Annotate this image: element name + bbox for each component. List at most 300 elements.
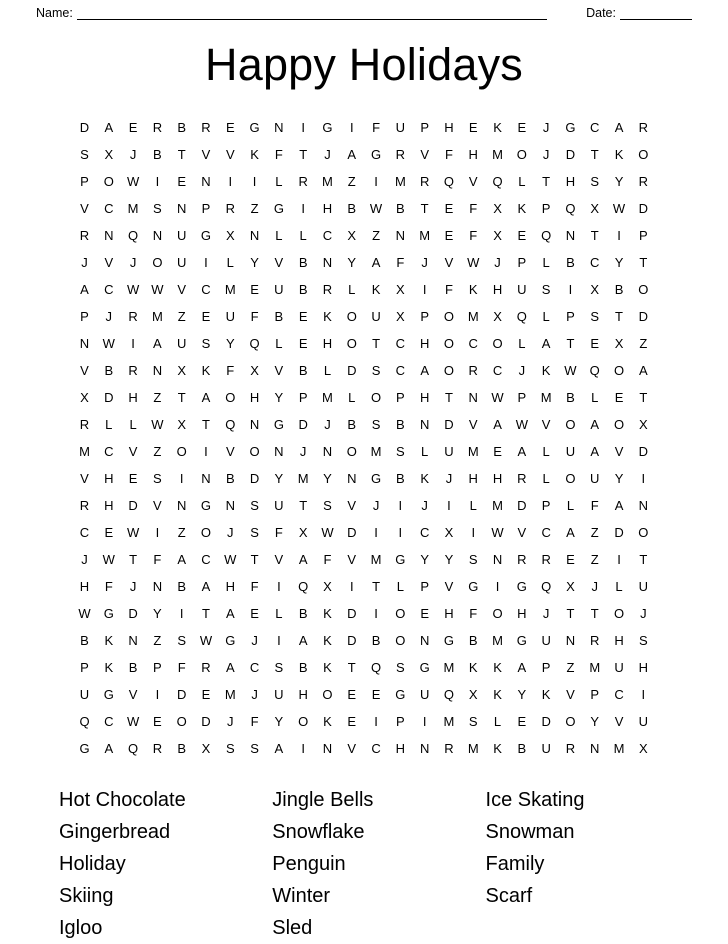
- grid-cell[interactable]: S: [250, 497, 259, 513]
- grid-cell[interactable]: W: [321, 524, 334, 540]
- grid-cell[interactable]: B: [177, 578, 187, 594]
- grid-cell[interactable]: F: [469, 200, 478, 216]
- grid-cell[interactable]: M: [492, 632, 503, 648]
- grid-cell[interactable]: M: [443, 659, 455, 675]
- grid-cell[interactable]: J: [227, 524, 234, 540]
- grid-cell[interactable]: U: [565, 443, 576, 459]
- grid-cell[interactable]: M: [394, 173, 406, 189]
- grid-cell[interactable]: N: [152, 578, 163, 594]
- grid-cell[interactable]: T: [590, 146, 599, 162]
- grid-cell[interactable]: W: [612, 200, 626, 216]
- grid-cell[interactable]: P: [566, 308, 575, 324]
- grid-cell[interactable]: N: [565, 632, 576, 648]
- grid-cell[interactable]: E: [298, 335, 308, 351]
- grid-cell[interactable]: C: [541, 524, 551, 540]
- grid-cell[interactable]: J: [421, 497, 428, 513]
- grid-cell[interactable]: P: [153, 659, 162, 675]
- grid-cell[interactable]: B: [396, 416, 405, 432]
- grid-cell[interactable]: V: [177, 281, 187, 297]
- grid-cell[interactable]: O: [346, 443, 357, 459]
- grid-cell[interactable]: I: [422, 713, 427, 729]
- grid-cell[interactable]: O: [443, 308, 455, 324]
- grid-cell[interactable]: P: [201, 200, 211, 216]
- grid-cell[interactable]: T: [639, 389, 648, 405]
- grid-cell[interactable]: L: [348, 389, 356, 405]
- grid-cell[interactable]: J: [421, 254, 428, 270]
- grid-cell[interactable]: G: [516, 632, 527, 648]
- grid-cell[interactable]: E: [225, 119, 235, 135]
- grid-cell[interactable]: B: [298, 362, 308, 378]
- grid-cell[interactable]: A: [614, 497, 624, 513]
- grid-cell[interactable]: J: [251, 632, 258, 648]
- grid-cell[interactable]: E: [201, 308, 211, 324]
- grid-cell[interactable]: O: [225, 389, 236, 405]
- grid-cell[interactable]: V: [80, 470, 89, 486]
- date-write-line[interactable]: [620, 8, 692, 20]
- grid-cell[interactable]: H: [249, 389, 260, 405]
- grid-cell[interactable]: O: [613, 605, 625, 621]
- grid-cell[interactable]: F: [590, 497, 599, 513]
- grid-cell[interactable]: N: [249, 416, 260, 432]
- grid-cell[interactable]: Z: [177, 308, 186, 324]
- grid-cell[interactable]: T: [177, 146, 186, 162]
- grid-cell[interactable]: I: [349, 578, 354, 594]
- grid-cell[interactable]: V: [80, 200, 89, 216]
- grid-cell[interactable]: Y: [420, 551, 429, 567]
- grid-cell[interactable]: D: [541, 713, 551, 729]
- grid-cell[interactable]: E: [177, 173, 187, 189]
- grid-cell[interactable]: I: [301, 119, 305, 135]
- grid-cell[interactable]: D: [614, 524, 624, 540]
- grid-cell[interactable]: X: [177, 362, 187, 378]
- grid-cell[interactable]: W: [126, 281, 140, 297]
- grid-cell[interactable]: M: [492, 497, 503, 513]
- grid-cell[interactable]: E: [590, 335, 600, 351]
- grid-cell[interactable]: G: [395, 686, 406, 702]
- grid-cell[interactable]: A: [590, 416, 600, 432]
- word-list-item[interactable]: Ice Skating: [485, 789, 585, 811]
- grid-cell[interactable]: N: [590, 740, 600, 756]
- grid-cell[interactable]: O: [516, 146, 527, 162]
- grid-cell[interactable]: S: [396, 659, 405, 675]
- grid-cell[interactable]: L: [469, 497, 477, 513]
- grid-cell[interactable]: P: [541, 659, 551, 675]
- grid-cell[interactable]: A: [201, 578, 211, 594]
- grid-cell[interactable]: I: [398, 524, 403, 540]
- grid-cell[interactable]: P: [517, 389, 527, 405]
- grid-cell[interactable]: P: [517, 254, 527, 270]
- grid-cell[interactable]: R: [79, 497, 90, 513]
- grid-cell[interactable]: Y: [614, 173, 624, 189]
- grid-cell[interactable]: V: [104, 254, 114, 270]
- grid-cell[interactable]: F: [372, 119, 381, 135]
- grid-cell[interactable]: H: [492, 281, 503, 297]
- grid-cell[interactable]: A: [177, 551, 187, 567]
- grid-cell[interactable]: W: [224, 551, 237, 567]
- grid-cell[interactable]: R: [541, 551, 551, 567]
- grid-cell[interactable]: V: [566, 686, 575, 702]
- grid-cell[interactable]: Y: [614, 254, 624, 270]
- grid-cell[interactable]: H: [79, 578, 90, 594]
- grid-cell[interactable]: D: [638, 200, 649, 216]
- grid-cell[interactable]: J: [445, 470, 453, 486]
- grid-cell[interactable]: W: [491, 524, 504, 540]
- grid-cell[interactable]: D: [638, 308, 649, 324]
- grid-cell[interactable]: L: [275, 173, 283, 189]
- grid-cell[interactable]: Q: [225, 416, 236, 432]
- grid-cell[interactable]: B: [298, 659, 308, 675]
- grid-cell[interactable]: P: [80, 659, 89, 675]
- grid-cell[interactable]: U: [541, 740, 551, 756]
- grid-cell[interactable]: J: [251, 686, 258, 702]
- grid-cell[interactable]: R: [565, 740, 576, 756]
- word-list-item[interactable]: Skiing: [59, 885, 114, 907]
- grid-cell[interactable]: S: [177, 632, 187, 648]
- grid-cell[interactable]: L: [518, 173, 526, 189]
- grid-cell[interactable]: N: [419, 632, 430, 648]
- grid-cell[interactable]: I: [617, 227, 621, 243]
- grid-cell[interactable]: A: [517, 443, 527, 459]
- grid-cell[interactable]: N: [274, 443, 284, 459]
- grid-cell[interactable]: R: [201, 659, 211, 675]
- grid-cell[interactable]: O: [249, 443, 260, 459]
- grid-cell[interactable]: D: [444, 416, 454, 432]
- grid-cell[interactable]: Y: [250, 254, 259, 270]
- grid-cell[interactable]: P: [420, 578, 429, 594]
- grid-cell[interactable]: E: [201, 686, 211, 702]
- grid-cell[interactable]: I: [155, 173, 160, 189]
- grid-cell[interactable]: W: [78, 605, 91, 621]
- grid-cell[interactable]: Q: [541, 578, 552, 594]
- grid-cell[interactable]: G: [516, 578, 527, 594]
- grid-cell[interactable]: A: [153, 335, 162, 351]
- grid-cell[interactable]: R: [79, 416, 90, 432]
- grid-cell[interactable]: O: [103, 173, 114, 189]
- grid-cell[interactable]: Y: [517, 686, 527, 702]
- grid-cell[interactable]: V: [444, 578, 454, 594]
- grid-cell[interactable]: I: [301, 200, 305, 216]
- grid-cell[interactable]: A: [274, 740, 284, 756]
- grid-cell[interactable]: O: [613, 416, 625, 432]
- grid-cell[interactable]: R: [225, 200, 235, 216]
- grid-cell[interactable]: F: [250, 308, 259, 324]
- grid-cell[interactable]: I: [374, 605, 378, 621]
- grid-cell[interactable]: Z: [153, 443, 162, 459]
- grid-cell[interactable]: R: [517, 470, 527, 486]
- grid-cell[interactable]: J: [542, 605, 550, 621]
- grid-cell[interactable]: H: [395, 740, 406, 756]
- grid-cell[interactable]: L: [542, 470, 550, 486]
- grid-cell[interactable]: X: [396, 308, 405, 324]
- grid-cell[interactable]: L: [275, 227, 283, 243]
- grid-cell[interactable]: I: [568, 281, 573, 297]
- grid-cell[interactable]: M: [224, 686, 236, 702]
- grid-cell[interactable]: W: [467, 254, 480, 270]
- grid-cell[interactable]: V: [541, 416, 551, 432]
- grid-cell[interactable]: G: [273, 200, 284, 216]
- grid-cell[interactable]: P: [80, 308, 89, 324]
- grid-cell[interactable]: Z: [639, 335, 648, 351]
- grid-cell[interactable]: C: [249, 659, 260, 675]
- grid-cell[interactable]: I: [447, 497, 451, 513]
- grid-cell[interactable]: F: [177, 659, 186, 675]
- name-write-line[interactable]: [77, 8, 547, 20]
- grid-cell[interactable]: F: [226, 362, 235, 378]
- grid-cell[interactable]: Y: [153, 605, 162, 621]
- grid-cell[interactable]: B: [153, 146, 162, 162]
- grid-cell[interactable]: B: [396, 200, 405, 216]
- grid-cell[interactable]: I: [179, 605, 184, 621]
- grid-cell[interactable]: P: [298, 389, 308, 405]
- grid-cell[interactable]: D: [176, 686, 187, 702]
- grid-cell[interactable]: O: [346, 308, 357, 324]
- grid-cell[interactable]: T: [299, 497, 308, 513]
- grid-cell[interactable]: H: [419, 389, 430, 405]
- grid-cell[interactable]: L: [542, 254, 550, 270]
- grid-cell[interactable]: H: [322, 335, 333, 351]
- grid-cell[interactable]: D: [249, 470, 260, 486]
- grid-cell[interactable]: D: [565, 146, 576, 162]
- grid-cell[interactable]: H: [419, 335, 430, 351]
- grid-cell[interactable]: B: [225, 470, 235, 486]
- grid-cell[interactable]: I: [641, 470, 646, 486]
- grid-cell[interactable]: X: [177, 416, 187, 432]
- grid-cell[interactable]: V: [468, 416, 478, 432]
- grid-cell[interactable]: T: [444, 389, 453, 405]
- grid-cell[interactable]: O: [395, 632, 406, 648]
- grid-cell[interactable]: N: [249, 227, 260, 243]
- grid-cell[interactable]: N: [128, 632, 138, 648]
- grid-cell[interactable]: T: [566, 605, 575, 621]
- grid-cell[interactable]: X: [80, 389, 89, 405]
- grid-cell[interactable]: P: [396, 389, 405, 405]
- grid-cell[interactable]: C: [590, 119, 600, 135]
- grid-cell[interactable]: X: [493, 200, 502, 216]
- grid-cell[interactable]: U: [638, 713, 649, 729]
- grid-cell[interactable]: U: [444, 443, 454, 459]
- grid-cell[interactable]: V: [614, 713, 624, 729]
- word-list-item[interactable]: Winter: [272, 885, 331, 907]
- grid-cell[interactable]: I: [349, 119, 354, 135]
- grid-cell[interactable]: N: [201, 173, 211, 189]
- grid-cell[interactable]: B: [298, 281, 308, 297]
- grid-cell[interactable]: D: [104, 389, 114, 405]
- grid-cell[interactable]: I: [617, 551, 621, 567]
- word-list-item[interactable]: Penguin: [272, 853, 346, 875]
- grid-cell[interactable]: K: [250, 146, 259, 162]
- word-list-item[interactable]: Scarf: [485, 885, 533, 907]
- grid-cell[interactable]: B: [128, 659, 138, 675]
- grid-cell[interactable]: L: [275, 335, 283, 351]
- grid-cell[interactable]: V: [614, 443, 624, 459]
- grid-cell[interactable]: X: [104, 146, 114, 162]
- grid-cell[interactable]: G: [79, 740, 90, 756]
- grid-cell[interactable]: W: [515, 416, 528, 432]
- grid-cell[interactable]: K: [371, 281, 381, 297]
- grid-cell[interactable]: J: [81, 254, 88, 270]
- grid-cell[interactable]: M: [151, 308, 163, 324]
- grid-cell[interactable]: P: [420, 308, 429, 324]
- grid-cell[interactable]: B: [371, 632, 381, 648]
- grid-cell[interactable]: G: [395, 551, 406, 567]
- grid-cell[interactable]: E: [250, 605, 259, 621]
- grid-cell[interactable]: E: [614, 389, 624, 405]
- grid-cell[interactable]: R: [590, 632, 600, 648]
- grid-cell[interactable]: L: [542, 308, 550, 324]
- grid-cell[interactable]: W: [102, 335, 115, 351]
- grid-cell[interactable]: K: [420, 470, 429, 486]
- grid-cell[interactable]: E: [444, 227, 454, 243]
- grid-cell[interactable]: A: [104, 740, 114, 756]
- grid-cell[interactable]: E: [104, 524, 114, 540]
- grid-cell[interactable]: A: [225, 605, 235, 621]
- grid-cell[interactable]: O: [176, 713, 187, 729]
- grid-cell[interactable]: S: [250, 524, 259, 540]
- grid-cell[interactable]: C: [395, 335, 406, 351]
- grid-cell[interactable]: H: [444, 119, 454, 135]
- grid-cell[interactable]: J: [542, 146, 550, 162]
- grid-cell[interactable]: V: [347, 551, 357, 567]
- grid-cell[interactable]: W: [151, 281, 164, 297]
- grid-cell[interactable]: N: [104, 227, 114, 243]
- grid-cell[interactable]: E: [420, 605, 429, 621]
- grid-cell[interactable]: H: [614, 632, 624, 648]
- grid-cell[interactable]: V: [274, 551, 284, 567]
- grid-cell[interactable]: A: [298, 632, 308, 648]
- grid-cell[interactable]: D: [201, 713, 211, 729]
- grid-cell[interactable]: S: [541, 281, 551, 297]
- grid-cell[interactable]: T: [420, 200, 429, 216]
- grid-cell[interactable]: A: [80, 281, 89, 297]
- grid-cell[interactable]: I: [155, 524, 160, 540]
- grid-cell[interactable]: Z: [590, 551, 599, 567]
- grid-cell[interactable]: B: [396, 470, 405, 486]
- grid-cell[interactable]: U: [614, 659, 624, 675]
- grid-cell[interactable]: T: [202, 416, 210, 432]
- grid-cell[interactable]: R: [419, 173, 430, 189]
- grid-cell[interactable]: U: [541, 632, 551, 648]
- grid-cell[interactable]: H: [638, 659, 649, 675]
- grid-cell[interactable]: Q: [443, 686, 455, 702]
- grid-cell[interactable]: J: [591, 578, 598, 594]
- grid-cell[interactable]: O: [492, 335, 503, 351]
- grid-cell[interactable]: V: [274, 362, 284, 378]
- grid-cell[interactable]: Y: [274, 470, 284, 486]
- grid-cell[interactable]: T: [566, 335, 575, 351]
- grid-cell[interactable]: D: [347, 605, 357, 621]
- grid-cell[interactable]: E: [128, 470, 138, 486]
- grid-cell[interactable]: X: [493, 308, 502, 324]
- grid-cell[interactable]: B: [468, 632, 478, 648]
- grid-cell[interactable]: A: [420, 362, 429, 378]
- grid-cell[interactable]: Q: [541, 227, 552, 243]
- grid-cell[interactable]: C: [614, 686, 624, 702]
- grid-cell[interactable]: L: [226, 254, 234, 270]
- grid-cell[interactable]: D: [128, 605, 138, 621]
- grid-cell[interactable]: M: [127, 200, 139, 216]
- grid-cell[interactable]: N: [419, 740, 430, 756]
- grid-cell[interactable]: C: [322, 227, 333, 243]
- grid-cell[interactable]: U: [176, 335, 187, 351]
- grid-cell[interactable]: A: [347, 146, 357, 162]
- grid-cell[interactable]: J: [518, 362, 526, 378]
- grid-cell[interactable]: I: [204, 443, 208, 459]
- grid-cell[interactable]: G: [371, 146, 382, 162]
- grid-cell[interactable]: Q: [443, 173, 455, 189]
- grid-cell[interactable]: D: [128, 497, 138, 513]
- grid-cell[interactable]: B: [274, 308, 284, 324]
- grid-cell[interactable]: S: [371, 362, 381, 378]
- grid-cell[interactable]: C: [395, 362, 406, 378]
- grid-cell[interactable]: K: [323, 659, 332, 675]
- grid-cell[interactable]: T: [639, 551, 648, 567]
- grid-cell[interactable]: V: [225, 146, 235, 162]
- grid-cell[interactable]: N: [347, 470, 357, 486]
- grid-cell[interactable]: L: [615, 578, 623, 594]
- grid-cell[interactable]: H: [322, 200, 333, 216]
- grid-cell[interactable]: K: [323, 632, 332, 648]
- grid-cell[interactable]: C: [104, 443, 114, 459]
- grid-cell[interactable]: V: [347, 497, 357, 513]
- grid-cell[interactable]: U: [274, 686, 284, 702]
- grid-cell[interactable]: U: [638, 578, 649, 594]
- grid-cell[interactable]: U: [395, 119, 406, 135]
- grid-cell[interactable]: O: [638, 281, 649, 297]
- grid-cell[interactable]: X: [638, 416, 648, 432]
- grid-cell[interactable]: F: [104, 578, 113, 594]
- grid-cell[interactable]: H: [104, 497, 114, 513]
- grid-cell[interactable]: N: [468, 389, 478, 405]
- grid-cell[interactable]: M: [443, 713, 455, 729]
- grid-cell[interactable]: B: [177, 119, 187, 135]
- grid-cell[interactable]: M: [419, 227, 431, 243]
- grid-cell[interactable]: H: [492, 470, 503, 486]
- grid-cell[interactable]: M: [540, 389, 552, 405]
- grid-cell[interactable]: Z: [153, 632, 162, 648]
- grid-cell[interactable]: Y: [323, 470, 332, 486]
- grid-cell[interactable]: U: [225, 308, 235, 324]
- grid-cell[interactable]: L: [542, 443, 550, 459]
- grid-cell[interactable]: M: [467, 308, 479, 324]
- grid-cell[interactable]: P: [590, 686, 600, 702]
- grid-cell[interactable]: K: [541, 686, 551, 702]
- grid-cell[interactable]: N: [274, 119, 284, 135]
- grid-cell[interactable]: K: [323, 605, 332, 621]
- grid-cell[interactable]: X: [590, 200, 600, 216]
- grid-cell[interactable]: I: [374, 524, 378, 540]
- grid-cell[interactable]: N: [395, 227, 406, 243]
- grid-cell[interactable]: B: [347, 416, 357, 432]
- grid-cell[interactable]: T: [615, 308, 623, 324]
- grid-cell[interactable]: I: [252, 173, 257, 189]
- grid-cell[interactable]: S: [468, 551, 478, 567]
- grid-cell[interactable]: A: [614, 119, 624, 135]
- grid-cell[interactable]: Z: [372, 227, 381, 243]
- grid-cell[interactable]: T: [202, 605, 210, 621]
- grid-cell[interactable]: O: [200, 524, 212, 540]
- grid-cell[interactable]: C: [79, 524, 90, 540]
- grid-cell[interactable]: O: [638, 146, 649, 162]
- grid-cell[interactable]: S: [396, 443, 405, 459]
- grid-cell[interactable]: B: [614, 281, 624, 297]
- grid-cell[interactable]: I: [277, 578, 281, 594]
- grid-cell[interactable]: U: [274, 281, 284, 297]
- grid-cell[interactable]: L: [566, 497, 575, 513]
- grid-cell[interactable]: L: [518, 335, 526, 351]
- grid-cell[interactable]: B: [566, 389, 575, 405]
- grid-cell[interactable]: V: [274, 254, 284, 270]
- grid-cell[interactable]: J: [129, 578, 137, 594]
